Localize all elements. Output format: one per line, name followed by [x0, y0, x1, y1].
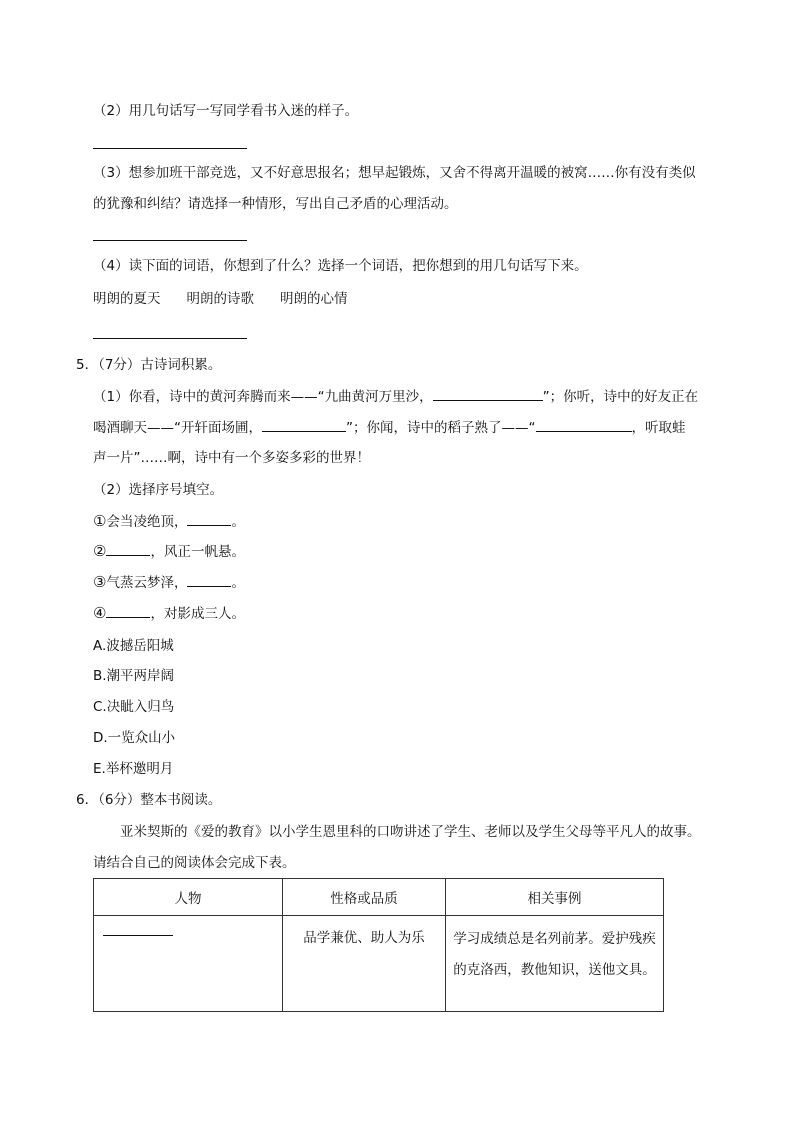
item-number: ④ — [93, 604, 107, 622]
table-row — [94, 916, 664, 1012]
table-header: 相关事例 — [446, 879, 664, 916]
answer-line[interactable] — [93, 338, 247, 339]
word-item: 明朗的心情 — [280, 291, 348, 307]
q5-para-line1 — [93, 386, 698, 407]
q6-intro-line1: 亚米契斯的《爱的教育》以小学生恩里科的口吻讲述了学生、老师以及学生父母等平凡人的故事。 — [120, 824, 701, 840]
poem-item — [93, 572, 245, 593]
fill-blank[interactable] — [187, 511, 231, 526]
option-e: E.举杯邀明月 — [93, 761, 174, 777]
fill-blank[interactable] — [262, 417, 346, 432]
option-c: C.决眦入归鸟 — [93, 699, 175, 715]
option-a: A.波撼岳阳城 — [93, 638, 174, 654]
example-cell: 学习成绩总是名列前茅。爱护残疾的克洛西，教他知识，送他文具。 — [446, 916, 664, 1012]
q4-sub3-line2: 的犹豫和纠结？请选择一种情形，写出自己矛盾的心理活动。 — [93, 196, 458, 212]
poem-item — [93, 511, 245, 532]
answer-line[interactable] — [93, 240, 247, 241]
fill-blank[interactable] — [106, 603, 150, 618]
reading-table — [93, 878, 664, 1012]
poem-item — [93, 541, 245, 562]
fill-blank[interactable] — [103, 935, 173, 936]
trait-cell: 品学兼优、助人为乐 — [283, 916, 446, 1012]
q5-sub2-text: （2）选择序号填空。 — [93, 482, 224, 498]
q4-sub3-line1: （3）想参加班干部竞选，又不好意思报名；想早起锻炼，又舍不得离开温暖的被窝……你有没有类似 — [93, 165, 696, 181]
text-segment: ”；你闻，诗中的稻子熟了——“ — [346, 420, 536, 436]
table-header: 人物 — [94, 879, 283, 916]
character-cell[interactable] — [94, 916, 283, 1012]
text-segment: 喝酒聊天——“开轩面场圃， — [93, 420, 262, 436]
option-d: D.一览众山小 — [93, 730, 176, 746]
q4-sub4-text: （4）读下面的词语，你想到了什么？选择一个词语，把你想到的用几句话写下来。 — [93, 258, 588, 274]
text-segment: ，风正一帆悬。 — [150, 544, 245, 560]
fill-blank[interactable] — [433, 386, 543, 401]
word-item: 明朗的夏天 — [93, 291, 161, 307]
text-segment: 。 — [231, 575, 245, 591]
fill-blank[interactable] — [106, 541, 150, 556]
text-segment: 气蒸云梦泽， — [106, 575, 188, 591]
q5-title: 5．（7分）古诗词积累。 — [76, 357, 222, 373]
item-number: ② — [93, 542, 107, 560]
poem-item — [93, 603, 245, 624]
fill-blank[interactable] — [187, 572, 231, 587]
q5-para-line2 — [93, 417, 686, 438]
answer-line[interactable] — [93, 148, 247, 149]
table-header-row — [94, 879, 664, 916]
q4-sub2-text: （2）用几句话写一写同学看书入迷的样子。 — [93, 103, 359, 119]
text-segment: ”；你听，诗中的好友正在 — [542, 389, 699, 405]
q6-title: 6．（6分）整本书阅读。 — [76, 792, 222, 808]
q4-word-list — [93, 289, 348, 309]
word-item: 明朗的诗歌 — [186, 291, 254, 307]
text-segment: （1）你看，诗中的黄河奔腾而来——“九曲黄河万里沙， — [93, 389, 433, 405]
text-segment: 。 — [231, 514, 245, 530]
item-number: ① — [93, 512, 107, 530]
table-header: 性格或品质 — [283, 879, 446, 916]
q6-intro-line2: 请结合自己的阅读体会完成下表。 — [93, 855, 296, 871]
text-segment: ，听取蛙 — [631, 420, 686, 436]
text-segment: ，对影成三人。 — [150, 606, 245, 622]
fill-blank[interactable] — [536, 417, 632, 432]
item-number: ③ — [93, 573, 107, 591]
text-segment: 会当凌绝顶， — [106, 514, 188, 530]
option-b: B.潮平两岸阔 — [93, 668, 175, 684]
q5-para-line3: 声一片”……啊，诗中有一个多姿多彩的世界！ — [93, 450, 370, 466]
